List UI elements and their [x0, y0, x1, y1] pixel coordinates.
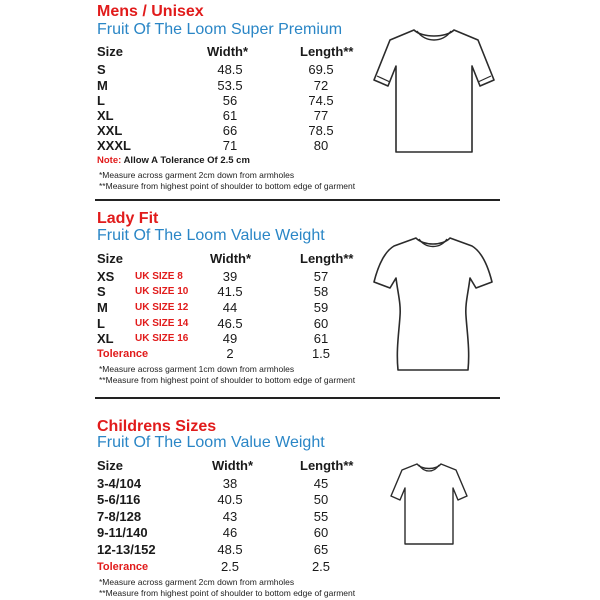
lady-footnote-length: **Measure from highest point of shoulder to bottom edge of garment	[99, 375, 356, 385]
mens-row-width: 66	[222, 123, 238, 138]
section-divider	[95, 397, 500, 399]
kids-tolerance-width: 2.5	[220, 559, 240, 574]
lady-row-uk-size: UK SIZE 8	[135, 271, 183, 282]
mens-row-length: 78.5	[308, 123, 334, 138]
kids-row-size: 5-6/116	[97, 492, 141, 507]
mens-header-size: Size	[97, 44, 124, 59]
lady-row-width: 41.5	[217, 284, 243, 299]
kids-row-length: 45	[313, 476, 329, 491]
lady-row-uk-size: UK SIZE 12	[135, 302, 189, 313]
mens-row-length: 72	[313, 78, 329, 93]
child-tshirt-icon	[388, 460, 470, 548]
kids-footnote-length: **Measure from highest point of shoulder to bottom edge of garment	[99, 588, 356, 598]
mens-subtitle: Fruit Of The Loom Super Premium	[97, 21, 343, 38]
mens-row-size: XXL	[97, 123, 123, 138]
mens-row-length: 77	[313, 108, 329, 123]
kids-row-length: 50	[313, 492, 329, 507]
lady-row-length: 59	[313, 300, 329, 315]
mens-row-width: 71	[222, 138, 238, 153]
kids-tolerance-label: Tolerance	[97, 561, 149, 573]
mens-row-width: 56	[222, 93, 238, 108]
kids-header-length: Length**	[300, 458, 354, 473]
lady-row-width: 44	[222, 300, 238, 315]
mens-row-width: 48.5	[217, 62, 243, 77]
mens-row-length: 74.5	[308, 93, 334, 108]
kids-title: Childrens Sizes	[97, 418, 217, 435]
mens-header-length: Length**	[300, 44, 354, 59]
mens-row-width: 53.5	[217, 78, 243, 93]
lady-row-length: 61	[313, 331, 329, 346]
lady-row-uk-size: UK SIZE 14	[135, 318, 189, 329]
note-label: Note:	[97, 155, 122, 166]
lady-row-size: S	[97, 284, 106, 299]
kids-row-width: 48.5	[217, 542, 243, 557]
mens-row-size: S	[97, 62, 106, 77]
lady-row-length: 57	[313, 269, 329, 284]
lady-tolerance-label: Tolerance	[97, 348, 149, 360]
lady-row-length: 60	[313, 316, 329, 331]
mens-row-size: XL	[97, 108, 114, 123]
lady-row-uk-size: UK SIZE 16	[135, 333, 189, 344]
mens-row-length: 80	[313, 138, 329, 153]
lady-header-width: Width*	[210, 251, 252, 266]
lady-row-size: L	[97, 316, 105, 331]
mens-tolerance-note	[97, 155, 250, 166]
kids-row-length: 60	[313, 525, 329, 540]
lady-tolerance-width: 2	[226, 346, 234, 361]
kids-row-width: 43	[222, 509, 238, 524]
kids-tolerance-length: 2.5	[311, 559, 331, 574]
mens-header-width: Width*	[207, 44, 249, 59]
lady-subtitle: Fruit Of The Loom Value Weight	[97, 227, 325, 244]
lady-row-width: 49	[222, 331, 238, 346]
mens-footnote-width: *Measure across garment 2cm down from armholes	[99, 170, 295, 180]
lady-row-width: 39	[222, 269, 238, 284]
lady-tshirt-icon	[368, 232, 498, 374]
lady-row-size: XL	[97, 331, 114, 346]
lady-row-size: XS	[97, 269, 115, 284]
kids-row-length: 65	[313, 542, 329, 557]
kids-row-width: 46	[222, 525, 238, 540]
kids-row-size: 3-4/104	[97, 476, 142, 491]
lady-footnote-width: *Measure across garment 1cm down from armholes	[99, 364, 295, 374]
mens-footnote-length: **Measure from highest point of shoulder to bottom edge of garment	[99, 181, 356, 191]
kids-row-width: 38	[222, 476, 238, 491]
lady-row-width: 46.5	[217, 316, 243, 331]
kids-header-width: Width*	[212, 458, 254, 473]
lady-title: Lady Fit	[97, 210, 159, 227]
kids-subtitle: Fruit Of The Loom Value Weight	[97, 434, 325, 451]
kids-row-size: 12-13/152	[97, 542, 156, 557]
kids-row-size: 9-11/140	[97, 525, 148, 540]
mens-row-size: M	[97, 78, 108, 93]
section-divider	[95, 199, 500, 201]
mens-row-size: XXXL	[97, 138, 131, 153]
note-text: Allow A Tolerance Of 2.5 cm	[121, 155, 250, 166]
mens-title: Mens / Unisex	[97, 3, 204, 20]
kids-header-size: Size	[97, 458, 124, 473]
kids-row-size: 7-8/128	[97, 509, 142, 524]
lady-row-size: M	[97, 300, 108, 315]
lady-header-size: Size	[97, 251, 124, 266]
tshirt-icon	[370, 24, 498, 156]
lady-row-length: 58	[313, 284, 329, 299]
kids-footnote-width: *Measure across garment 2cm down from armholes	[99, 577, 295, 587]
kids-row-width: 40.5	[217, 492, 243, 507]
lady-header-length: Length**	[300, 251, 354, 266]
lady-tolerance-length: 1.5	[311, 346, 331, 361]
mens-row-size: L	[97, 93, 105, 108]
lady-row-uk-size: UK SIZE 10	[135, 286, 189, 297]
mens-row-width: 61	[222, 108, 238, 123]
kids-row-length: 55	[313, 509, 329, 524]
mens-row-length: 69.5	[308, 62, 334, 77]
